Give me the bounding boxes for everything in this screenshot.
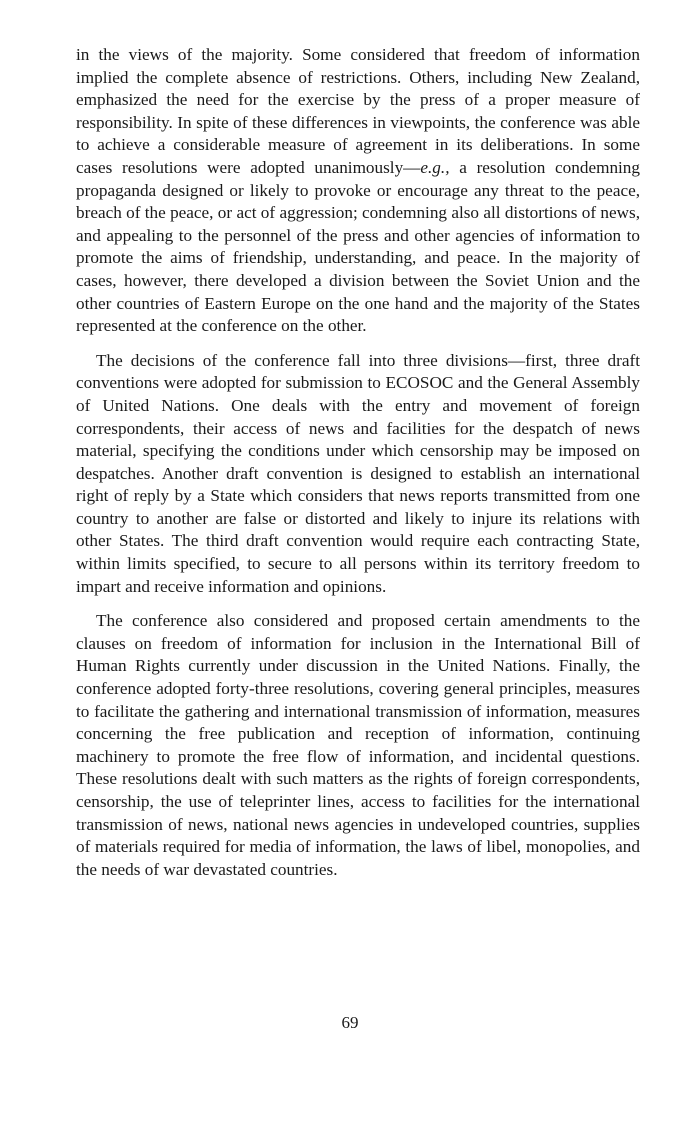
page-body	[76, 44, 640, 881]
paragraph-1-text-before: in the views of the majority. Some considered that freedom of information implied the complete absence of restrictions. Others, including New Zealand, emphasized the need for the exercise by the press of a proper measure of responsibility. In spite of these differences in viewpoints, the conference was able to achieve a considerable measure of agreement in its deliberations. In some cases resolutions were adopted unanimously—	[76, 45, 640, 177]
paragraph-decisions: The decisions of the conference fall into three divisions—first, three draft conventions were adopted for submission to ECOSOC and the General Assembly of United Nations. One deals with the entry and movement of foreign correspondents, their access of news and facilities for the despatch of news material, specifying the conditions under which censorship may be imposed on despatches. Another draft convention is designed to establish an international right of reply by a State which considers that news reports transmitted from one country to another are false or distorted and likely to injure its relations with other States. The third draft convention would require each contracting State, within limits specified, to secure to all persons within its territory freedom to impart and receive information and opinions.	[76, 350, 640, 596]
paragraph-amendments: The conference also considered and proposed certain amendments to the clauses on freedom of information for inclusion in the International Bill of Human Rights currently under discussion in the United Nations. Finally, the conference adopted forty-three resolutions, covering general principles, measures to facilitate the gathering and international transmission of information, measures concerning the free publication and reception of information, continuing machinery to promote the free flow of information, and incidental questions. These resolutions dealt with such matters as the rights of foreign correspondents, censorship, the use of teleprinter lines, access to facilities for the international transmission of news, national news agencies in undeveloped countries, supplies of materials required for media of information, the laws of libel, monopolies, and the needs of war devastated countries.	[76, 611, 640, 879]
page-number: 69	[341, 1013, 359, 1032]
paragraph-1-text-after: a resolution condemning propaganda designed or likely to provoke or encourage any threat to the peace, breach of the peace, or act of aggression; condemning also all distortions of news, and appealing to the personnel of the press and other agencies of information to promote the aims of friendship, understanding, and peace. In the majority of cases, however, there developed a division between the Soviet Union and the other countries of Eastern Europe on the one hand and the majority of the States represented at the conference on the other.	[76, 157, 640, 336]
paragraph-1-emphasis: e.g.,	[420, 157, 450, 177]
paragraph-continuation	[76, 44, 640, 338]
